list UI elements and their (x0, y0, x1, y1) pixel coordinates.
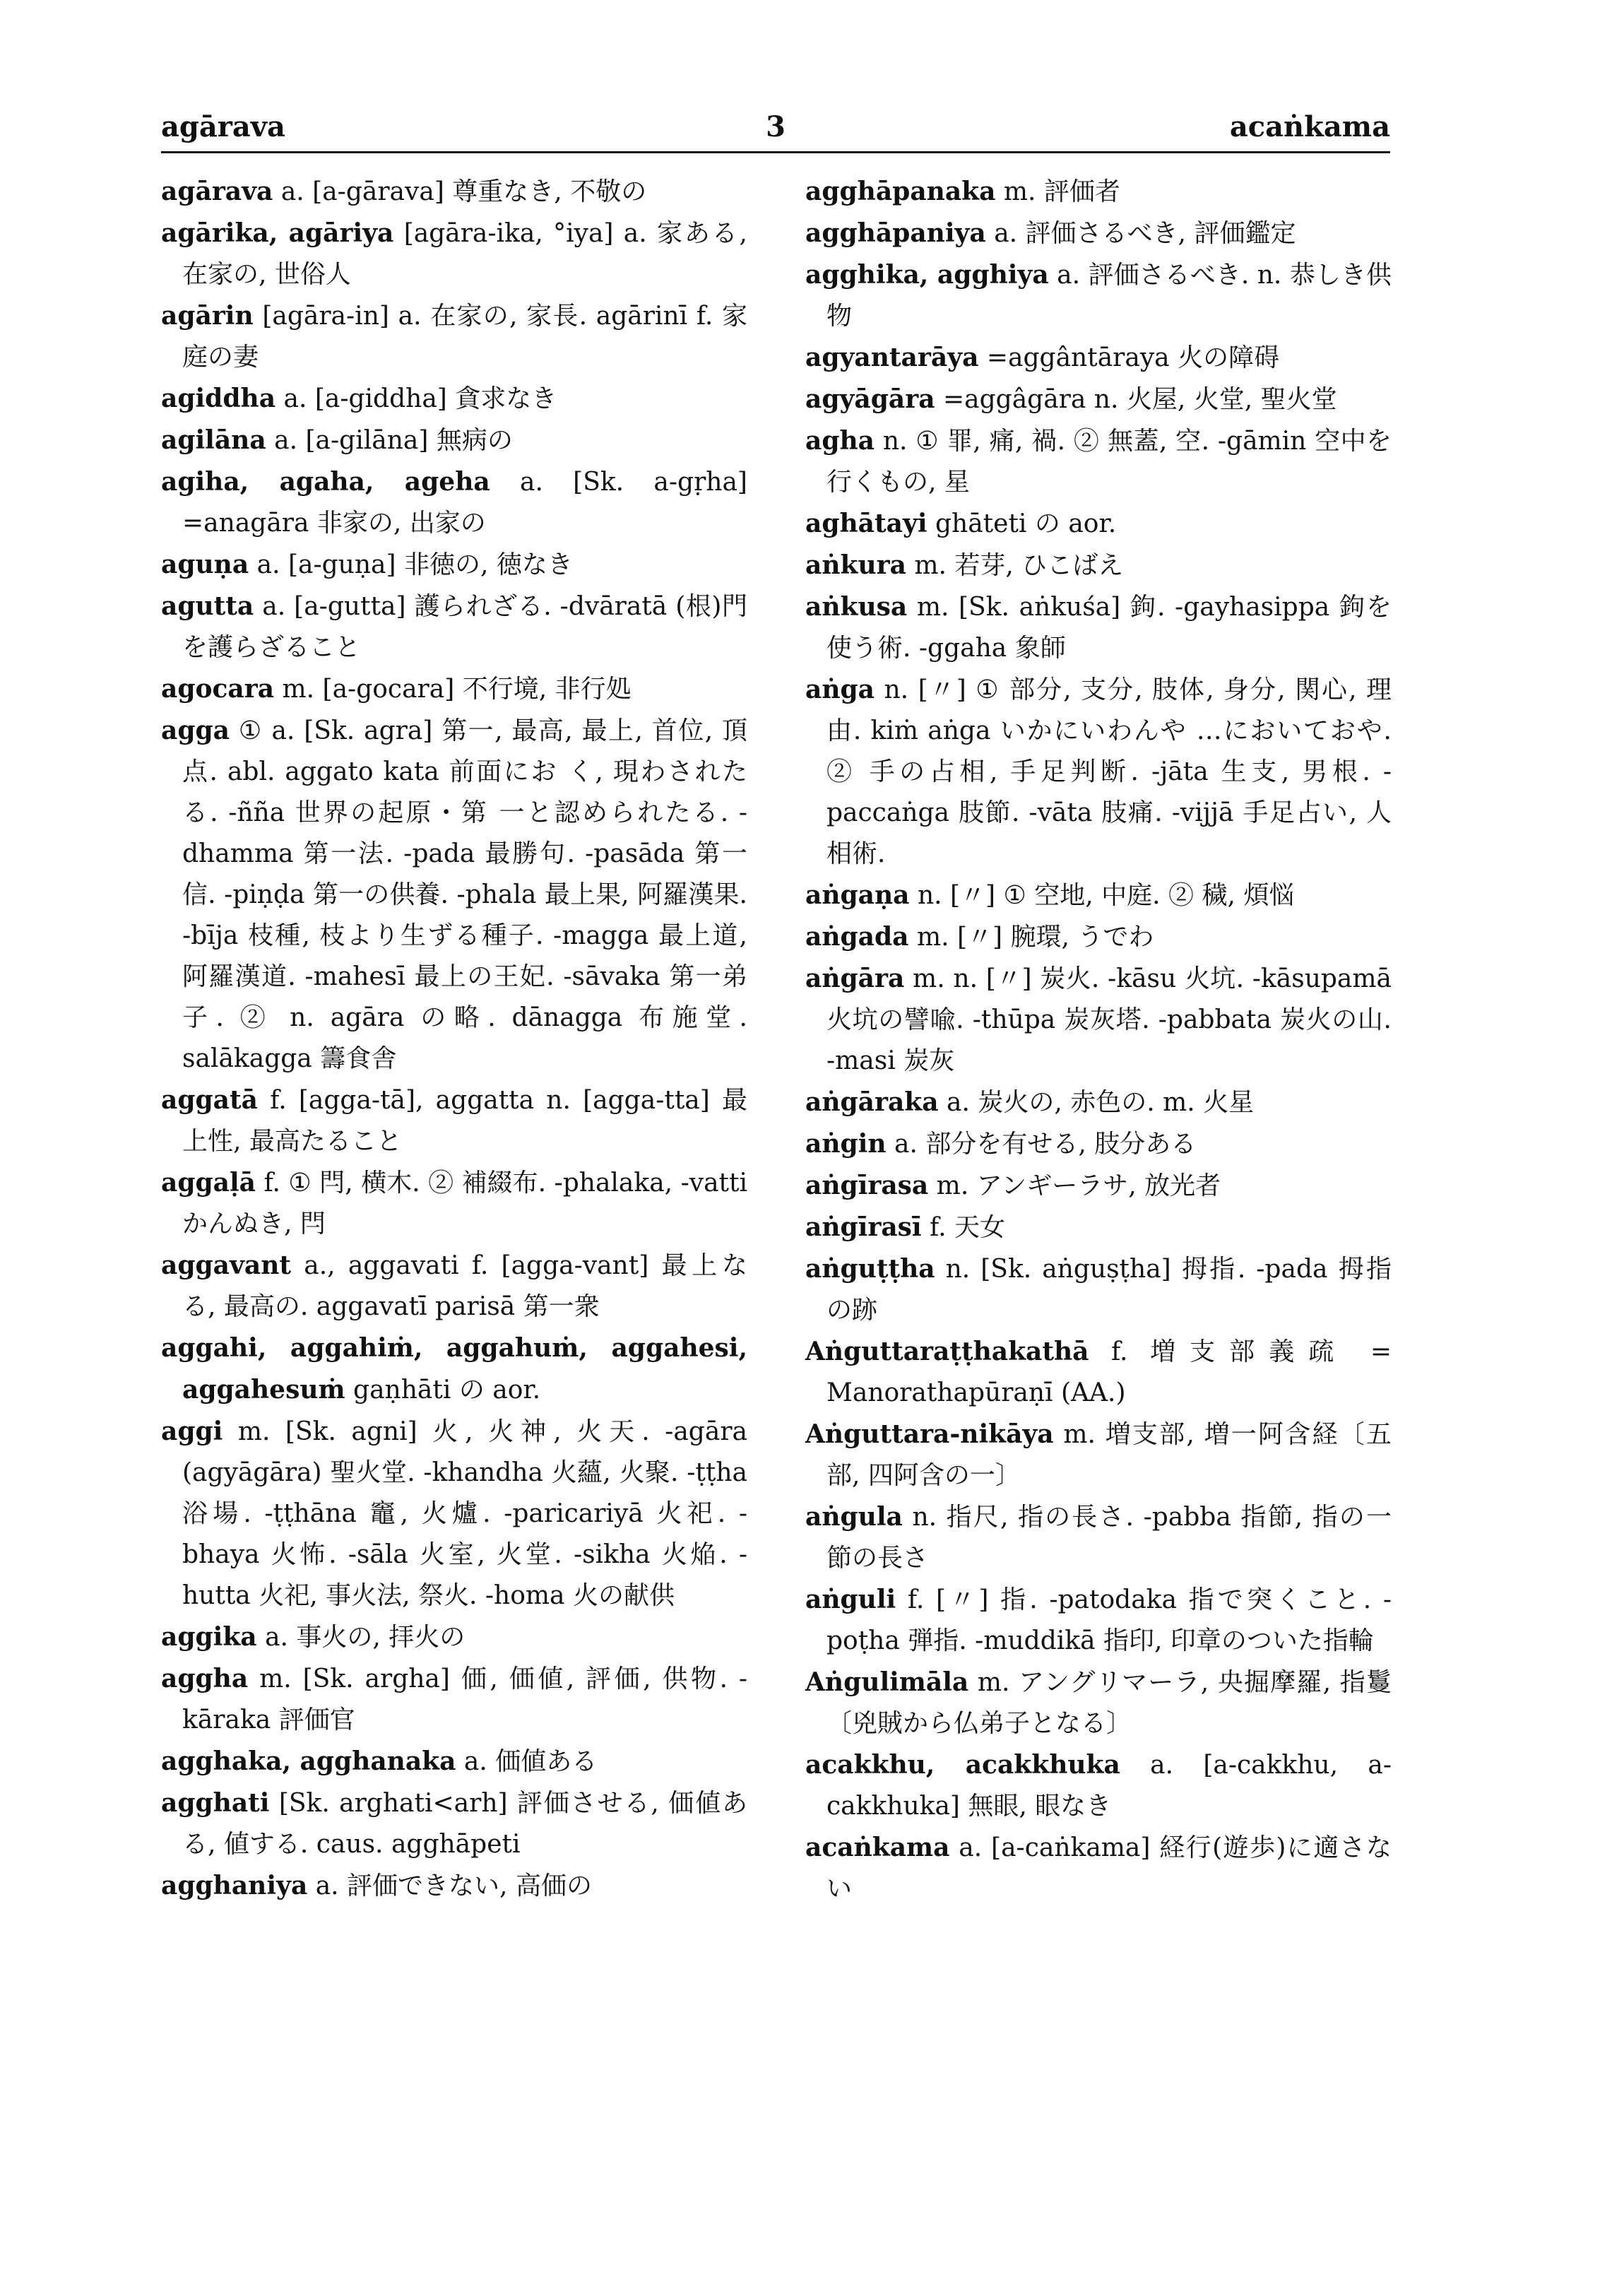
entry-definition: [Sk. arghati<arh] 評価させる, 価値ある, 値する. caus. agghāpeti (182, 1789, 747, 1859)
dictionary-entry (805, 1827, 1392, 1910)
dictionary-entry (161, 1782, 747, 1865)
dictionary-entry (805, 916, 1392, 958)
entry-definition: m. [a-gocara] 不行境, 非行処 (274, 675, 632, 704)
entry-headword: Aṅguttara-nikāya (805, 1419, 1054, 1449)
dictionary-entry (805, 1248, 1392, 1331)
entry-definition: n. [〃] ① 部分, 支分, 肢体, 身分, 関心, 理由. kiṁ aṅga いかにいわんや …においておや. ② 手の占相, 手足判断. -jāta 生支, 男根. -paccaṅga 肢節. -vāta 肢痛. -vijjā 手足占い, 人相術. (826, 675, 1392, 868)
entry-definition: a. [a-cakkhu, a-cakkhuka] 無眼, 眼なき (826, 1751, 1392, 1821)
entry-definition: m. [Sk. aṅkuśa] 鉤. -gayhasippa 鉤を使う術. -ggaha 象師 (826, 593, 1392, 663)
entry-headword: agārava (161, 177, 273, 206)
dictionary-entry (161, 710, 747, 1080)
entry-definition: a. 部分を有せる, 肢分ある (886, 1130, 1197, 1159)
dictionary-entry (805, 1662, 1392, 1744)
entry-definition: ① a. [Sk. agra] 第一, 最高, 最上, 首位, 頂点. abl. aggato kata 前面にお く, 現わされたる. -ñña 世界の起原・第 一と認められたる. -dhamma 第一法. -pada 最勝句. -pasāda 第一信. -piṇḍa 第一の供養. -phala 最上果, 阿羅漢果. -bīja 枝種, 枝より生ずる種子. -magga 最上道, 阿羅漢道. -mahesī 最上の王妃. -sāvaka 第一弟子. ② n. agāra の略. dānagga 布施堂. salākagga 籌食舎 (182, 716, 747, 1073)
entry-definition: m. [〃] 腕環, うでわ (908, 923, 1154, 952)
entry-definition: n. [Sk. aṅguṣṭha] 拇指. -pada 拇指の跡 (826, 1255, 1392, 1325)
entry-definition: n. [〃] ① 空地, 中庭. ② 穢, 煩悩 (909, 881, 1295, 910)
dictionary-entry (161, 461, 747, 544)
entry-definition: m. 評価者 (995, 177, 1120, 206)
entry-headword: aggahi, aggahiṁ, aggahuṁ, aggahesi, aggahesuṁ (161, 1333, 747, 1405)
dictionary-entry (805, 337, 1392, 379)
entry-definition: a. 事火の, 拝火の (256, 1623, 466, 1652)
dictionary-entry (805, 545, 1392, 586)
dictionary-entry (161, 1162, 747, 1245)
entry-definition: a., aggavati f. [agga-vant] 最上なる, 最高の. aggavatī parisā 第一衆 (182, 1251, 747, 1321)
entry-definition: ghāteti の aor. (927, 509, 1117, 538)
entry-headword: agghaniya (161, 1871, 308, 1900)
dictionary-entry (805, 1165, 1392, 1207)
running-head-left: agārava (161, 110, 285, 143)
dictionary-entry (161, 171, 747, 213)
entry-definition: n. 指尺, 指の長さ. -pabba 指節, 指の一節の長さ (826, 1503, 1392, 1573)
entry-definition: gaṇhāti の aor. (345, 1376, 541, 1405)
entry-definition: f. 天女 (921, 1213, 1005, 1242)
entry-headword: aṅgāra (805, 964, 905, 993)
entry-definition: n. ① 罪, 痛, 禍. ② 無蓋, 空. -gāmin 空中を行くもの, 星 (826, 427, 1392, 497)
dictionary-entry (161, 378, 747, 420)
entry-headword: agyāgāra (805, 384, 935, 414)
entry-definition: a. [a-giddha] 貪求なき (275, 384, 557, 413)
dictionary-entry (161, 586, 747, 668)
entry-headword: aṅgin (805, 1129, 887, 1159)
entry-headword: agiha, agaha, ageha (161, 467, 490, 497)
running-head-right: acaṅkama (1229, 110, 1390, 143)
dictionary-entry (805, 669, 1392, 875)
entry-definition: a. 価値ある (456, 1747, 598, 1776)
entry-definition: a. [Sk. a-gṛha] =anagāra 非家の, 出家の (182, 468, 747, 538)
entry-headword: aṅguṭṭha (805, 1254, 935, 1284)
entry-headword: agghati (161, 1788, 270, 1818)
entry-headword: aṅgīrasa (805, 1171, 929, 1200)
entry-headword: aṅkura (805, 550, 906, 580)
entry-headword: aṅgāraka (805, 1087, 939, 1117)
dictionary-entry (161, 1658, 747, 1741)
entry-definition: m. n. [〃] 炭火. -kāsu 火坑. -kāsupamā 火坑の譬喩. -thūpa 炭灰塔. -pabbata 炭火の山. -masi 炭灰 (826, 964, 1392, 1075)
entry-definition: m. [Sk. agni] 火, 火神, 火天. -agāra (agyāgāra) 聖火堂. -khandha 火蘊, 火聚. -ṭṭha 浴場. -ṭṭhāna 竈, 火爐. -paricariyā 火祀. -bhaya 火怖. -sāla 火室, 火堂. -sikha 火焔. -hutta 火祀, 事火法, 祭火. -homa 火の献供 (182, 1417, 747, 1610)
entry-definition: a. [a-guṇa] 非徳の, 徳なき (249, 550, 573, 579)
entry-headword: aṅgula (805, 1502, 903, 1532)
entry-headword: aguṇa (161, 550, 249, 579)
entry-headword: aṅkusa (805, 592, 908, 622)
dictionary-entry (805, 171, 1392, 213)
dictionary-entry (805, 1123, 1392, 1165)
entry-headword: acakkhu, acakkhuka (805, 1750, 1120, 1780)
entry-definition: a. 評価さるべき. n. 恭しき供物 (826, 261, 1392, 331)
entry-headword: agga (161, 716, 230, 745)
entry-definition: a. 評価さるべき, 評価鑑定 (985, 219, 1296, 248)
entry-headword: aghātayi (805, 509, 927, 538)
left-column (161, 171, 747, 1907)
dictionary-entry (161, 295, 747, 378)
dictionary-entry (161, 1245, 747, 1328)
dictionary-entry (805, 875, 1392, 916)
entry-definition: [agāra-in] a. 在家の, 家長. agārinī f. 家庭の妻 (182, 302, 747, 372)
dictionary-entry (161, 544, 747, 586)
dictionary-entry (805, 586, 1392, 669)
dictionary-entry (805, 1744, 1392, 1827)
entry-definition: =aggâgāra n. 火屋, 火堂, 聖火堂 (935, 385, 1337, 414)
entry-headword: aggika (161, 1622, 257, 1652)
entry-headword: aggaḷā (161, 1168, 256, 1198)
dictionary-entry (161, 1080, 747, 1162)
entry-headword: aṅgīrasī (805, 1212, 922, 1242)
entry-definition: f. [〃] 指. -patodaka 指で突くこと. -poṭha 弾指. -muddikā 指印, 印章のついた指輪 (826, 1585, 1392, 1655)
entry-headword: agocara (161, 674, 275, 704)
entry-definition: a. [a-gutta] 護られざる. -dvāratā (根)門を護らざること (182, 592, 747, 662)
dictionary-entry (161, 1328, 747, 1411)
entry-headword: aggatā (161, 1085, 258, 1115)
entry-definition: f. ① 閂, 横木. ② 補綴布. -phalaka, -vatti かんぬき, 閂 (182, 1169, 747, 1238)
entry-definition: f. [agga-tā], aggatta n. [agga-tta] 最上性, 最高たること (182, 1086, 747, 1156)
dictionary-entry (805, 1414, 1392, 1496)
entry-definition: m. 若芽, ひこばえ (906, 551, 1124, 580)
page-header (161, 109, 1390, 153)
entry-definition: a. 炭火の, 赤色の. m. 火星 (938, 1088, 1255, 1117)
entry-definition: m. アンギーラサ, 放光者 (928, 1171, 1221, 1200)
entry-headword: aṅguli (805, 1585, 896, 1614)
dictionary-entry (161, 1616, 747, 1658)
dictionary-entry (161, 213, 747, 295)
entry-definition: =aggântāraya 火の障碍 (978, 343, 1280, 372)
dictionary-entry (161, 668, 747, 710)
dictionary-entry (805, 1207, 1392, 1248)
entry-definition: m. アングリマーラ, 央掘摩羅, 指鬘〔兇賊から仏弟子となる〕 (826, 1668, 1392, 1738)
entry-headword: agiddha (161, 384, 276, 413)
entry-headword: aṅgada (805, 922, 909, 952)
entry-headword: agghāpaniya (805, 218, 986, 248)
entry-headword: agilāna (161, 425, 266, 455)
entry-headword: agghāpanaka (805, 177, 996, 206)
entry-definition: a. [a-caṅkama] 経行(遊歩)に適さない (826, 1833, 1392, 1903)
dictionary-entry (805, 213, 1392, 254)
dictionary-entry (805, 254, 1392, 337)
right-column (805, 171, 1392, 1910)
entry-headword: agutta (161, 591, 254, 621)
entry-headword: agārin (161, 301, 254, 331)
dictionary-entry (805, 420, 1392, 503)
entry-headword: agārika, agāriya (161, 218, 394, 248)
entry-headword: aggi (161, 1417, 223, 1446)
page-number: 3 (766, 110, 786, 143)
dictionary-entry (805, 379, 1392, 420)
dictionary-entry (805, 1082, 1392, 1123)
dictionary-entry (161, 420, 747, 461)
entry-headword: agha (805, 426, 875, 456)
entry-headword: aggavant (161, 1251, 292, 1280)
entry-headword: aṅga (805, 675, 875, 704)
entry-headword: Aṅgulimāla (805, 1667, 969, 1697)
entry-definition: a. [a-gārava] 尊重なき, 不敬の (273, 177, 647, 206)
entry-definition: a. [a-gilāna] 無病の (266, 426, 513, 455)
dictionary-entry (805, 958, 1392, 1082)
entry-definition: [agāra-ika, °iya] a. 家ある, 在家の, 世俗人 (182, 219, 748, 289)
entry-headword: aggha (161, 1664, 249, 1693)
dictionary-entry (161, 1411, 747, 1616)
entry-definition: a. 評価できない, 高価の (307, 1872, 592, 1900)
entry-headword: aṅgaṇa (805, 880, 910, 910)
dictionary-entry (805, 1496, 1392, 1579)
entry-headword: Aṅguttaraṭṭhakathā (805, 1337, 1089, 1366)
dictionary-entry (161, 1741, 747, 1782)
entry-headword: agghika, agghiya (805, 260, 1049, 290)
dictionary-entry (805, 1579, 1392, 1662)
entry-headword: agghaka, agghanaka (161, 1746, 456, 1776)
dictionary-entry (161, 1865, 747, 1907)
entry-definition: f. 増支部義疏 = Manorathapūraṇī (AA.) (826, 1337, 1392, 1407)
entry-headword: agyantarāya (805, 343, 979, 372)
entry-definition: m. [Sk. argha] 価, 価値, 評価, 供物. -kāraka 評価官 (182, 1665, 747, 1734)
dictionary-entry (805, 503, 1392, 545)
entry-definition: m. 増支部, 増一阿含経〔五部, 四阿含の一〕 (826, 1420, 1392, 1490)
dictionary-entry (805, 1331, 1392, 1414)
entry-headword: acaṅkama (805, 1833, 950, 1862)
